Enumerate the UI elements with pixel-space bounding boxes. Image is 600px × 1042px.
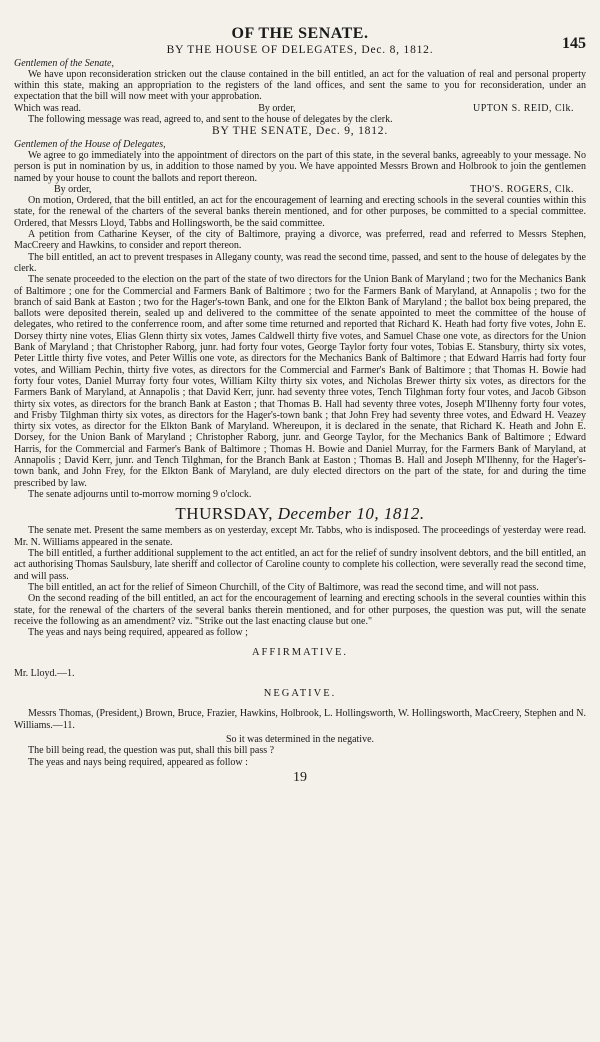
yeas-nays-second: The yeas and nays being required, appeared as follow : <box>28 756 248 768</box>
yeas-nays-first: The yeas and nays being required, appeared as follow ; <box>28 627 248 639</box>
affirmative-label: AFFIRMATIVE. <box>251 647 349 659</box>
bill-question-line: The bill being read, the question was put, shall this bill pass ? <box>28 745 275 757</box>
house-message-heading: BY THE HOUSE OF DELEGATES, Dec. 8, 1812. <box>166 44 434 57</box>
insolvent-bills-paragraph: The bill entitled, a further additional supplement to the act entitled, an act for the relief of sundry insolvent debtors, and the bill entitled, an act authorising Thomas Saulsbury, late sheriff and collector of Caroline county to complete his collection, were severally read the second time, and will pass. <box>14 548 586 582</box>
thursday-date: December 10, 1812. <box>277 504 425 524</box>
running-head: OF THE SENATE. <box>231 25 369 42</box>
motion-committee-paragraph: On motion, Ordered, that the bill entitled, an act for the encouragement of learning and erecting schools in the several counties within this state, for the renewal of the charters of the several banks therein mentioned, and for other purposes, be committed to a special committee. Ordered, that Messrs Lloyd, Tabbs and Hollingsworth, be the said committee. <box>14 195 586 229</box>
house-signature-line <box>14 103 586 114</box>
signature-mark: 19 <box>293 769 307 785</box>
house-which-was-read: Which was read. <box>14 102 81 114</box>
petition-keyser-paragraph: A petition from Catharine Keyser, of the city of Baltimore, praying a divorce, was preferred, read and referred to Messrs Stephen, MacCreery and Hawkins, to consider and report thereon. <box>14 229 586 252</box>
negative-label: NEGATIVE. <box>263 688 337 700</box>
following-message-note: The following message was read, agreed to, and sent to the house of delegates by the clerk. <box>28 114 393 126</box>
negative-members: Messrs Thomas, (President,) Brown, Bruce, Frazier, Hawkins, Holbrook, L. Hollingsworth, W. Hollingsworth, MacCreery, Stephen and N. Williams.—11. <box>14 708 586 731</box>
senate-met-paragraph: The senate met. Present the same members as on yesterday, except Mr. Tabbs, who is indisposed. The proceedings of yesterday were read. Mr. N. Williams appeared in the senate. <box>14 525 586 548</box>
churchill-bill-paragraph: The bill entitled, an act for the relief of Simeon Churchill, of the City of Baltimore, was read the second time, and will not pass. <box>28 581 539 593</box>
senate-clerk-name: THO'S. ROGERS, Clk. <box>470 183 574 195</box>
determination-line: So it was determined in the negative. <box>225 733 375 745</box>
bank-election-paragraph: The senate proceeded to the election on the part of the state of two directors for the Union Bank of Maryland ; two for the Mechanics Bank of Baltimore ; one for the Commercial and Farmers Bank of Baltimore ; two for the Farmers Bank of Maryland, at Annapolis ; two for the branch of said Bank at Easton ; two for the Hager's-town Bank, and one for the Elkton Bank of Maryland ; the ballot box being prepared, the ballots were deposited therein, sealed up and delivered to the committee of the senate appointed to meet the committee of the house of delegates, who retired to the conferrence room, and after some time returned and reported that Richard K. Heath had forty five votes, John E. Dorsey thirty nine votes, Elias Glenn thirty six votes, James Caldwell thirty five votes, and Samuel Chase one vote, as directors for the Union Bank of Maryland ; that Christopher Raborg, junr. had forty four votes, George Taylor forty four votes, Tobias E. Stansbury, thirty six votes, Peter Little thirty five votes, and Peter Willis one vote, as directors for the Mechanics Bank of Baltimore ; that Edward Harris had forty four votes, and William Pechin, thirty five votes, as directors for the Commercial and Farmer's Bank of Baltimore ; that Thomas H. Bowie had forty four votes, Daniel Murray forty four votes, William Kilty thirty six votes, and Nicholas Brewer thirty six votes, as directors for the Farmers Bank of Maryland, at Annapolis ; that David Kerr, junr. had seventy three votes, Tench Tilghman forty four votes, and Jacob Gibson thirty six votes, as directors for the branch Bank at Easton ; that Thomas B. Hall had seventy three votes, Joseph M'Ilhenny forty four votes, and Frisby Tilghman thirty six votes, as directors for the Hager's-town bank ; that John Frey had seventy three votes, and Edward H. Veazey thirty six votes, as director for the Elkton Bank of Maryland. Whereupon, it is declared in the senate, that Richard K. Heath and John E. Dorsey, for the Union Bank of Maryland ; Christopher Raborg, junr. and George Taylor, for the Mechanics Bank of Baltimore ; Edward Harris, for the Commercial and Farmer's Bank of Baltimore ; Thomas H. Bowie and Daniel Murray, for the Farmers Bank of Maryland, at Annapolis ; David Kerr, junr. and Tench Tilghman, for the Branch Bank at Easton ; Thomas B. Hall and Joseph M'Ilhenny, for the Hager's-town bank, and John Frey, for the Elkton Bank of Maryland, are duly elected directors on the part of the state, for and during the time prescribed by law. <box>14 274 586 489</box>
senate-message-heading: BY THE SENATE, Dec. 9, 1812. <box>211 125 389 138</box>
affirmative-members: Mr. Lloyd.—1. <box>14 667 75 679</box>
second-reading-paragraph: On the second reading of the bill entitled, an act for the encouragement of learning and erecting schools in the several counties within this state, for the renewal of the charters of the several banks therein mentioned, and for other purposes, the question was put, will the senate receive the following as an amendment? viz. "Strike out the last enacting clause but one." <box>14 593 586 627</box>
senate-salutation: Gentlemen of the House of Delegates, <box>14 138 166 150</box>
thursday-day: THURSDAY, <box>175 504 273 524</box>
adjournment-line: The senate adjourns until to-morrow morning 9 o'clock. <box>28 488 252 500</box>
house-salutation: Gentlemen of the Senate, <box>14 57 114 69</box>
senate-message-body: We agree to go immediately into the appointment of directors on the part of this state, in the several banks, agreeably to your message. No person is put in nomination by us, in addition to those named by you. We have appointed Messrs Brown and Holbrook to join the gentlemen named by your house to count the ballots and report thereon. <box>14 149 586 184</box>
house-by-order: By order, <box>258 102 296 114</box>
thursday-date-heading <box>14 504 586 524</box>
senate-by-order: By order, <box>54 183 92 195</box>
house-clerk-name: UPTON S. REID, Clk. <box>472 102 574 114</box>
trespass-bill-paragraph: The bill entitled, an act to prevent trespases in Allegany county, was read the second time, passed, and sent to the house of delegates by the clerk. <box>14 251 586 274</box>
house-message-body: We have upon reconsideration stricken out the clause contained in the bill entitled, an act for the valuation of real and personal property within this state, making an appropriation to the registers of the land offices, and sent the same to you for reconsideration, under an expectation that the bill will now meet with your approbation. <box>14 68 586 103</box>
senate-signature-line <box>14 184 586 195</box>
page-number: 145 <box>562 35 586 52</box>
